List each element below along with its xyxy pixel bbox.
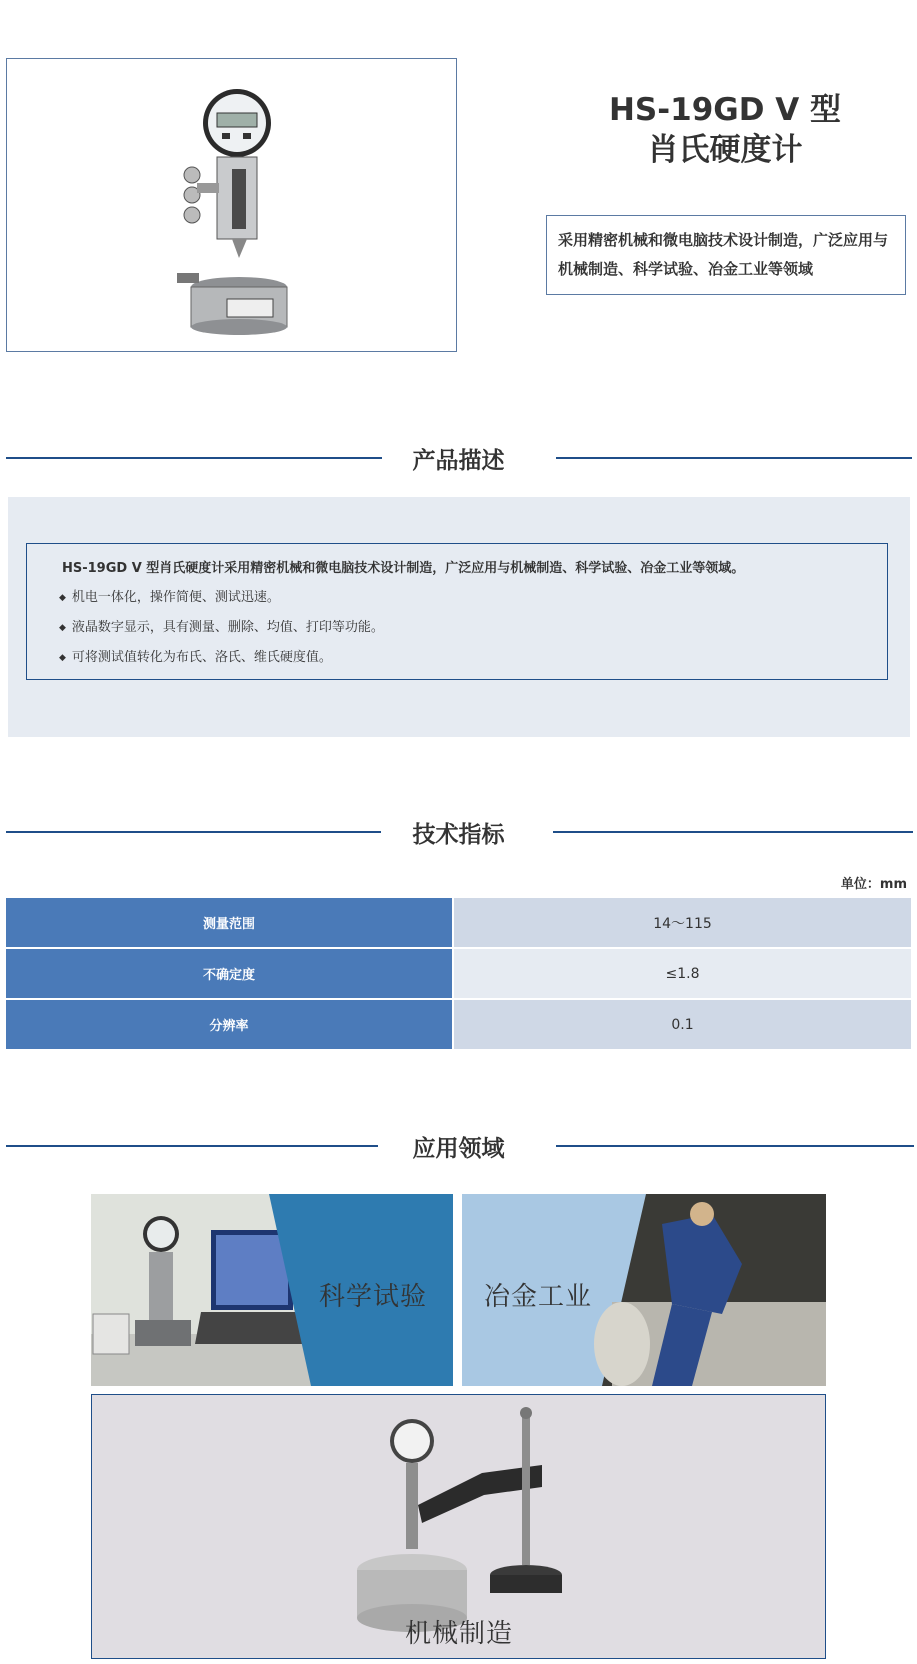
table-row xyxy=(6,1000,911,1051)
application-label: 冶金工业 xyxy=(484,1282,593,1312)
unit-label: 单位：mm xyxy=(840,877,907,892)
feature-text: 机电一体化，操作简便、测试迅速。 xyxy=(71,590,280,605)
section-header-specs xyxy=(0,812,917,852)
hardness-tester-image xyxy=(177,73,297,343)
product-title xyxy=(545,90,905,170)
feature-text: 液晶数字显示，具有测量、删除、均值、打印等功能。 xyxy=(71,620,384,635)
section-title: 产品描述 xyxy=(412,448,505,474)
application-label: 机械制造 xyxy=(405,1619,514,1649)
spec-value: ≤1.8 xyxy=(454,949,911,1000)
product-image-frame xyxy=(6,58,457,352)
feature-item xyxy=(59,617,887,639)
feature-item xyxy=(59,587,887,609)
spec-label: 测量范围 xyxy=(6,898,452,949)
feature-text: 可将测试值转化为布氏、洛氏、维氏硬度值。 xyxy=(71,650,332,665)
spec-value: 14～115 xyxy=(454,898,911,949)
spec-value: 0.1 xyxy=(454,1000,911,1051)
divider-line xyxy=(556,457,912,459)
feature-item xyxy=(59,647,887,669)
product-summary: 采用精密机械和微电脑技术设计制造，广泛应用与机械制造、科学试验、冶金工业等领域 xyxy=(546,215,906,295)
title-line-model: HS-19GD V 型 xyxy=(608,92,842,128)
table-row xyxy=(6,898,911,949)
description-box xyxy=(26,543,888,680)
description-lead: HS-19GD V 型肖氏硬度计采用精密机械和微电脑技术设计制造，广泛应用与机械制造、科学试验、冶金工业等领域。 xyxy=(62,561,745,576)
divider-line xyxy=(553,831,913,833)
application-tile-metallurgy xyxy=(462,1194,826,1386)
section-title: 技术指标 xyxy=(412,822,505,848)
section-header-description xyxy=(0,438,917,478)
diamond-bullet-icon: ◆ xyxy=(59,653,66,663)
application-label: 科学试验 xyxy=(319,1282,428,1312)
application-tile-machinery xyxy=(91,1394,826,1659)
section-title: 应用领域 xyxy=(412,1136,505,1162)
divider-line xyxy=(556,1145,914,1147)
spec-table xyxy=(6,898,911,1051)
spec-label: 不确定度 xyxy=(6,949,452,1000)
diamond-bullet-icon: ◆ xyxy=(59,593,66,603)
diamond-bullet-icon: ◆ xyxy=(59,623,66,633)
table-row xyxy=(6,949,911,1000)
application-tile-science xyxy=(91,1194,453,1386)
section-header-applications xyxy=(0,1126,917,1166)
spec-label: 分辨率 xyxy=(6,1000,452,1051)
title-line-name: 肖氏硬度计 xyxy=(647,132,803,168)
